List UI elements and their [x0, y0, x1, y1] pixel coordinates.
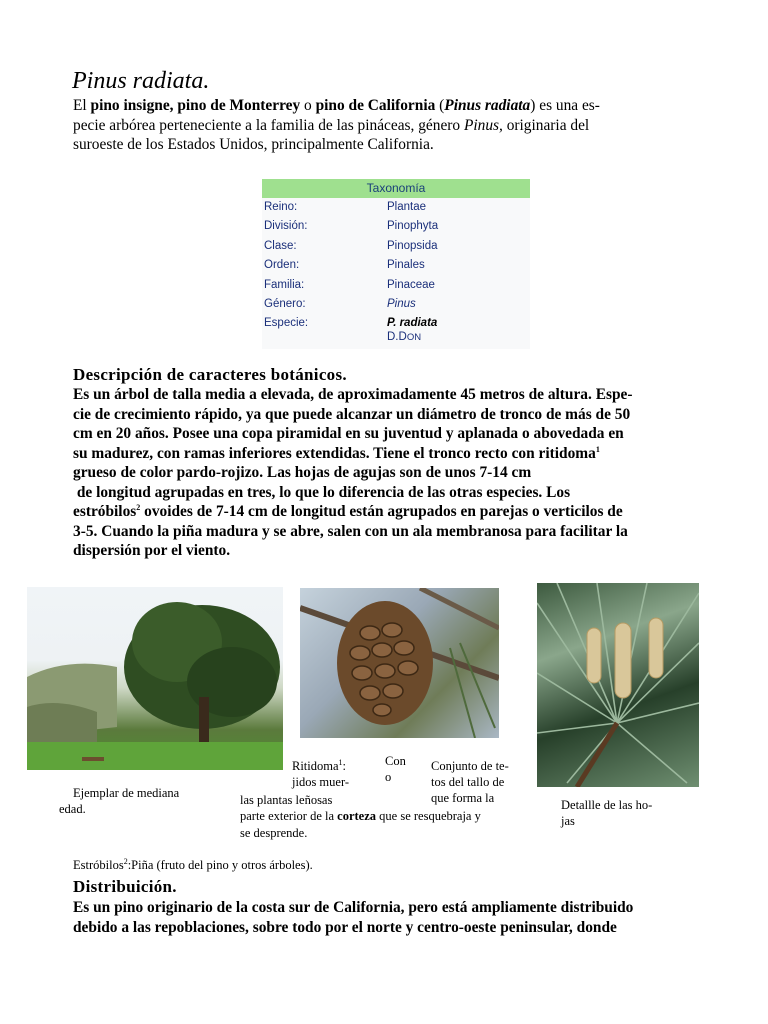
caption-line: Estróbilos — [73, 858, 124, 872]
taxonomy-value: Pinales — [387, 259, 425, 272]
caption-line: Con — [385, 754, 406, 768]
taxonomy-author-text: ON — [406, 332, 422, 343]
cono-caption — [385, 753, 406, 785]
leaves-photo — [537, 583, 699, 787]
taxonomy-header: Taxonomía — [262, 179, 530, 198]
description-line: grueso de color pardo-rojizo. Las hojas de agujas son de unos 7-14 cm — [73, 464, 532, 481]
taxonomy-value: Pinophyta — [387, 220, 439, 233]
description-line: estróbilos — [73, 503, 137, 520]
intro-name-1: pino insigne, pino de Monterrey — [90, 97, 301, 114]
distribution-paragraph — [73, 898, 690, 937]
ritidoma-caption-line: las plantas leñosas — [240, 793, 333, 807]
caption-line: o — [385, 770, 392, 784]
intro-name-2: pino de California — [315, 97, 436, 114]
description-line: su madurez, con ramas inferiores extendidas. Tiene el tronco recto con ritidoma — [73, 444, 596, 462]
taxonomy-row — [262, 217, 530, 236]
caption-line: Detallle de las ho- — [561, 798, 653, 812]
caption-line: jas — [561, 814, 575, 828]
intro-text: ( — [435, 97, 445, 114]
description-line: dispersión por el viento. — [73, 542, 231, 559]
taxonomy-key: Reino: — [264, 201, 298, 213]
taxonomy-key: Género: — [264, 297, 306, 310]
footnote-marker: 1 — [595, 444, 600, 454]
conjunto-caption — [431, 758, 509, 806]
taxonomy-value: Plantae — [387, 201, 427, 213]
taxonomy-key: Especie: — [264, 317, 309, 330]
taxonomy-key: Clase: — [264, 239, 297, 252]
tree-photo — [27, 587, 283, 770]
ritidoma-caption-line — [240, 808, 481, 824]
description-line: cm en 20 años. Posee una copa piramidal en su juventud y aplanada o abovedada en — [73, 425, 624, 442]
caption-line: Ejemplar de mediana — [73, 786, 180, 800]
ritidoma-caption-line: se desprende. — [240, 826, 308, 840]
leaves-illustration — [537, 583, 699, 787]
caption-line: edad. — [59, 802, 86, 816]
taxonomy-row — [262, 198, 530, 217]
distribution-heading: Distribuición. — [73, 877, 177, 896]
intro-scientific-name: Pinus radiata — [444, 97, 531, 114]
taxonomy-box — [262, 179, 530, 349]
estrobilos-footnote — [73, 857, 313, 873]
caption-bold-word: corteza — [337, 809, 377, 823]
intro-text: pecie arbórea perteneciente a la familia de las pináceas, género — [73, 116, 464, 134]
taxonomy-row — [262, 256, 530, 275]
taxonomy-author — [387, 331, 421, 343]
intro-paragraph — [73, 96, 690, 155]
intro-text: ) es una es- — [530, 97, 600, 114]
leaves-caption — [561, 797, 652, 829]
cone-photo — [300, 588, 499, 738]
caption-line: :Piña (fruto del pino y otros árboles). — [127, 858, 313, 872]
caption-line: tos del tallo de — [431, 775, 505, 789]
caption-line: que forma la — [431, 791, 495, 805]
footnote-marker: 1 — [338, 757, 343, 767]
page-title: Pinus radiata. — [72, 68, 210, 94]
tree-illustration — [27, 587, 283, 770]
caption-line: parte exterior de la — [240, 809, 338, 823]
caption-line: que se resquebraja y — [376, 809, 481, 823]
description-line: ovoides de 7-14 cm de longitud están agrupados en parejas o verticilos de — [140, 503, 623, 520]
ritidoma-caption-title — [292, 758, 346, 774]
distribution-line: debido a las repoblaciones, sobre todo por el norte y centro-oeste peninsular, donde — [73, 918, 617, 936]
caption-line: : — [342, 759, 347, 773]
intro-text: originaria del — [502, 116, 590, 134]
description-line: de longitud agrupadas en tres, lo que lo diferencia de las otras especies. Los — [73, 483, 571, 501]
description-line: 3-5. Cuando la piña madura y se abre, salen con un ala membranosa para facilitar la — [73, 522, 628, 540]
distribution-line: Es un pino originario de la costa sur de California, pero está ampliamente distribuido — [73, 899, 634, 916]
footnote-marker: 2 — [123, 856, 128, 866]
description-line: cie de crecimiento rápido, ya que puede alcanzar un diámetro de tronco de más de 50 — [73, 405, 631, 423]
tree-caption — [59, 785, 180, 817]
intro-genus: Pinus, — [463, 116, 503, 134]
taxonomy-key: División: — [264, 220, 308, 233]
taxonomy-key: Familia: — [264, 278, 305, 291]
taxonomy-value: Pinus — [387, 297, 416, 310]
cone-illustration — [300, 588, 499, 738]
taxonomy-row — [262, 237, 530, 256]
taxonomy-author-text: D.D — [387, 331, 407, 343]
description-heading: Descripción de caracteres botánicos. — [73, 365, 347, 384]
ritidoma-caption-line: jidos muer- — [292, 775, 350, 789]
caption-line: Ritidoma — [292, 759, 339, 773]
taxonomy-value: P. radiata — [387, 317, 438, 330]
taxonomy-row — [262, 295, 530, 314]
intro-text: suroeste de los Estados Unidos, principalmente California. — [73, 136, 434, 153]
description-paragraph — [73, 385, 690, 561]
taxonomy-value: Pinaceae — [387, 278, 435, 291]
intro-text: o — [300, 97, 316, 114]
intro-text: El — [73, 97, 91, 114]
taxonomy-key: Orden: — [264, 259, 300, 272]
taxonomy-value: Pinopsida — [387, 239, 438, 252]
footnote-marker: 2 — [136, 502, 141, 512]
description-line: Es un árbol de talla media a elevada, de aproximadamente 45 metros de altura. Espe- — [73, 386, 633, 403]
caption-line: Conjunto de te- — [431, 759, 509, 773]
taxonomy-row — [262, 276, 530, 295]
